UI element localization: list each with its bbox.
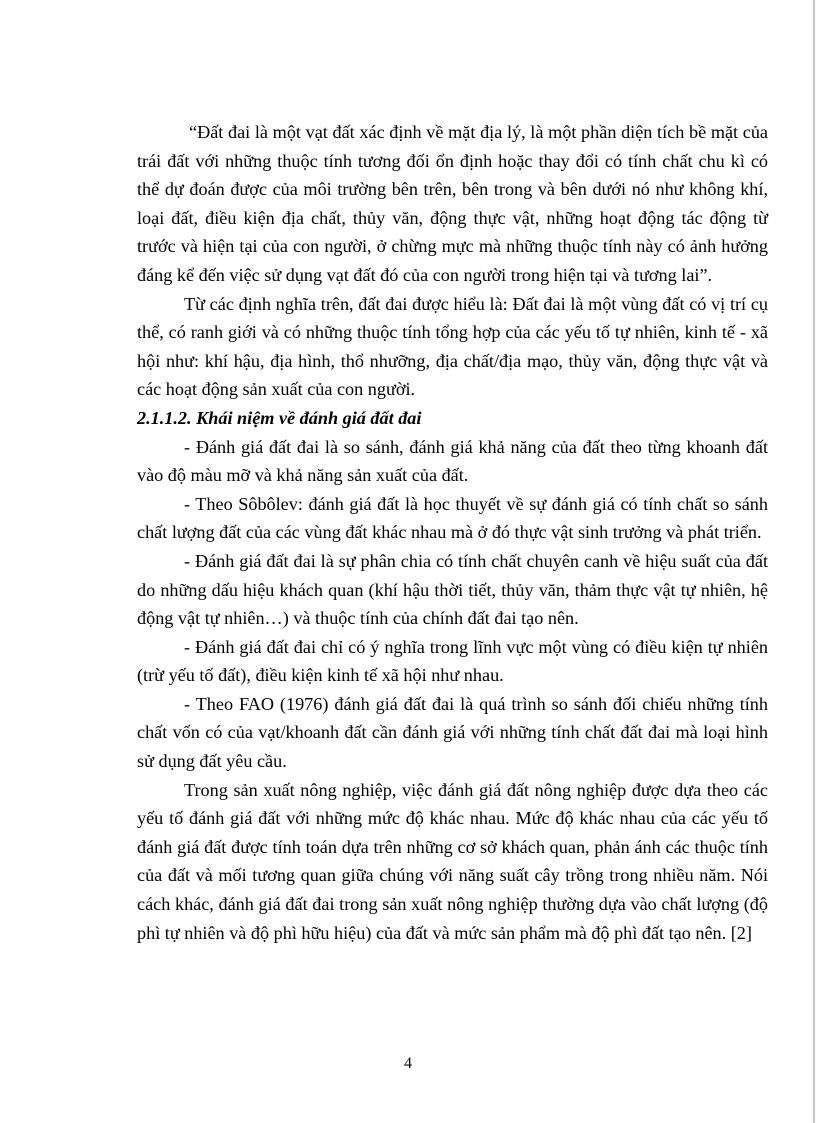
bullet-paragraph: - Theo Sôbôlev: đánh giá đất là học thuyết về sự đánh giá có tính chất so sánh chất lượng đất của các vùng đất khác nhau mà ở đó thực vật sinh trưởng và phát triển.: [137, 493, 768, 543]
bullet-paragraph: - Theo FAO (1976) đánh giá đất đai là quá trình so sánh đối chiếu những tính chất vốn có của vạt/khoanh đất cần đánh giá với những tính chất đất đai mà loại hình sử dụng đất yêu cầu.: [137, 693, 768, 772]
page-number: 4: [404, 1055, 412, 1072]
bullet-paragraph: - Đánh giá đất đai là sự phân chia có tính chất chuyên canh về hiệu suất của đất do những dấu hiệu khách quan (khí hậu thời tiết, thủy văn, thảm thực vật tự nhiên, hệ động vật tự nhiên…) và thuộc tính của chính đất đai tạo nên.: [137, 550, 768, 629]
page-edge-divider: [813, 0, 815, 1123]
bullet-paragraph: - Đánh giá đất đai chỉ có ý nghĩa trong lĩnh vực một vùng có điều kiện tự nhiên (trừ yếu tố đất), điều kiện kinh tế xã hội như nhau.: [137, 636, 768, 686]
section-heading: 2.1.1.2. Khái niệm về đánh giá đất đai: [137, 407, 422, 428]
page-body: [137, 118, 768, 947]
closing-paragraph: Trong sản xuất nông nghiệp, việc đánh giá đất nông nghiệp được dựa theo các yếu tố đánh giá đất với những mức độ khác nhau. Mức độ khác nhau của các yếu tố đánh giá đất được tính toán dựa trên những cơ sở khách quan, phản ánh các thuộc tính của đất và mối tương quan giữa chúng với năng suất cây trồng trong nhiều năm. Nói cách khác, đánh giá đất đai trong sản xuất nông nghiệp thường dựa vào chất lượng (độ phì tự nhiên và độ phì hữu hiệu) của đất và mức sản phẩm mà độ phì đất tạo nên. [2]: [137, 779, 768, 943]
definition-paragraph: Từ các định nghĩa trên, đất đai được hiểu là: Đất đai là một vùng đất có vị trí cụ thể, có ranh giới và có những thuộc tính tổng hợp của các yếu tố tự nhiên, kinh tế - xã hội như: khí hậu, địa hình, thổ nhưỡng, địa chất/địa mạo, thủy văn, động thực vật và các hoạt động sản xuất của con người.: [137, 293, 768, 400]
quote-paragraph: “Đất đai là một vạt đất xác định về mặt địa lý, là một phần diện tích bề mặt của trái đất với những thuộc tính tương đối ổn định hoặc thay đổi có tính chất chu kì có thể dự đoán được của môi trường bên trên, bên trong và bên dưới nó như không khí, loại đất, điều kiện địa chất, thủy văn, động thực vật, những hoạt động tác động từ trước và hiện tại của con người, ở chừng mực mà những thuộc tính này có ảnh hưởng đáng kể đến việc sử dụng vạt đất đó của con người trong hiện tại và tương lai”.: [137, 122, 768, 285]
bullet-paragraph: - Đánh giá đất đai là so sánh, đánh giá khả năng của đất theo từng khoanh đất vào độ màu mỡ và khả năng sản xuất của đất.: [137, 436, 768, 486]
